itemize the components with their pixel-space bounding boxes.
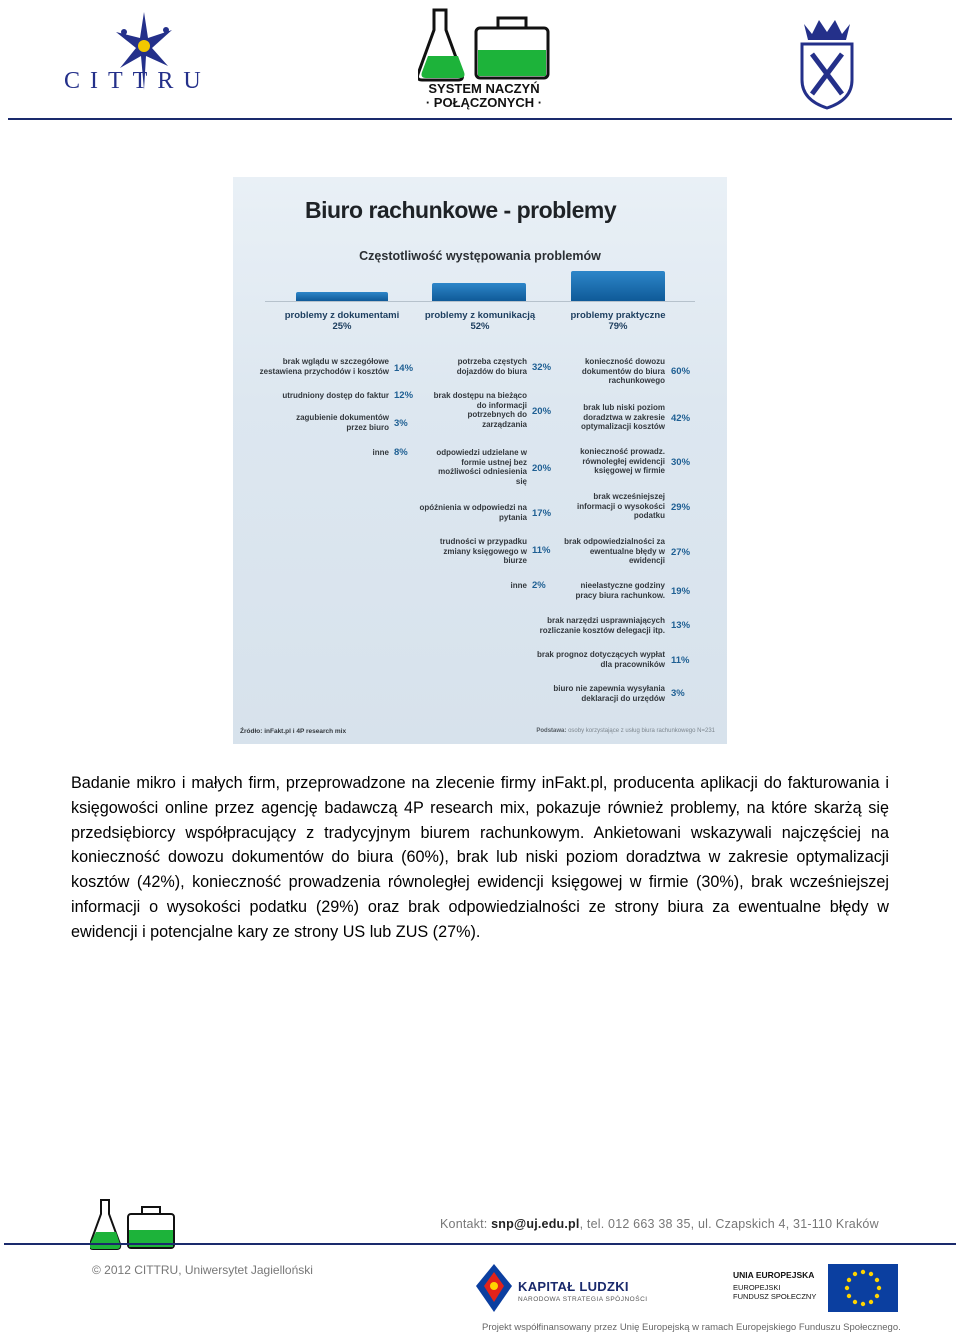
column-name: problemy praktyczne xyxy=(570,310,666,321)
eu-fund-name xyxy=(733,1283,816,1301)
snp-logo-line2: · POŁĄCZONYCH · xyxy=(425,95,543,110)
project-cofinancing-note: Projekt współfinansowany przez Unię Europejską w ramach Europejskiego Funduszu Społecznego. xyxy=(482,1322,901,1333)
footer-divider xyxy=(4,1243,956,1245)
source-value: inFakt.pl i 4P research mix xyxy=(264,728,347,735)
item-pct: 20% xyxy=(532,463,552,474)
item-pct: 2% xyxy=(532,580,546,591)
column-pct: 52% xyxy=(470,321,490,332)
cittru-logo-text: CITTRU xyxy=(64,68,211,94)
footer-copyright: © 2012 CITTRU, Uniwersytet Jagielloński xyxy=(92,1263,313,1277)
item-pct: 60% xyxy=(671,366,691,377)
item-label: brak dostępu na bieżąco do informacji potrzebnych do zarządzania xyxy=(433,391,527,429)
body-paragraph-text: Badanie mikro i małych firm, przeprowadzone na zlecenie firmy inFakt.pl, producenta aplikacji do fakturowania i księgowości online przez agencję badawczą 4P research mix, pokazuje również problemy, na które skarżą się przedsiębiorcy współpracujący z tradycyjnym biurem rachunkowym. Ankietowani wskazywali najczęściej na konieczność dowozu dokumentów do biura (60%), brak lub niski poziom doradztwa w zakresie optymalizacji kosztów (42%), konieczność prowadzenia równoległej ewidencji księgowej w firmie (30%), brak wcześniejszej informacji o wysokości podatku (29%) oraz brak odpowiedzialności ze strony biura za ewentualne błędy w ewidencji i potencjalne kary ze strony US lub ZUS (27%). xyxy=(71,774,889,941)
column-name: problemy z komunikacją xyxy=(424,310,536,321)
item-label: inne xyxy=(510,581,527,590)
infographic-subtitle: Częstotliwość występowania problemów xyxy=(359,249,601,263)
body-paragraph xyxy=(71,771,889,945)
item-pct: 20% xyxy=(532,406,552,417)
item-label: brak lub niski poziom doradztwa w zakresie optymalizacji kosztów xyxy=(580,403,665,431)
infographic-title: Biuro rachunkowe - problemy xyxy=(305,197,617,223)
infographic xyxy=(233,177,727,744)
kapital-ludzki-logo-icon xyxy=(474,1262,514,1314)
item-label: trudności w przypadku zmiany księgowego w biurze xyxy=(439,537,527,565)
snp-logo-line1: SYSTEM NACZYŃ xyxy=(428,81,540,96)
item-pct: 30% xyxy=(671,457,691,468)
snp-logo-text xyxy=(414,82,554,110)
item-pct: 3% xyxy=(671,688,685,699)
item-label: opóźnienia w odpowiedzi na pytania xyxy=(419,503,527,522)
eu-fund-line1: EUROPEJSKI xyxy=(733,1283,781,1292)
item-pct: 12% xyxy=(394,390,414,401)
flask-briefcase-icon xyxy=(418,6,552,82)
item-label: utrudniony dostęp do faktur xyxy=(282,391,389,400)
item-label: brak wcześniejszej informacji o wysokości podatku xyxy=(576,492,665,520)
column-header-3 xyxy=(547,310,689,332)
infographic-basis xyxy=(536,728,715,734)
eu-fund-line2: FUNDUSZ SPOŁECZNY xyxy=(733,1292,817,1301)
infographic-source xyxy=(240,728,346,735)
item-label: brak odpowiedzialności za ewentualne błędy w ewidencji xyxy=(564,537,665,565)
eu-name: UNIA EUROPEJSKA xyxy=(733,1270,815,1280)
item-pct: 11% xyxy=(671,655,690,666)
item-label: biuro nie zapewnia wysyłania deklaracji do urzędów xyxy=(553,684,665,703)
item-label: potrzeba częstych dojazdów do biura xyxy=(456,357,527,376)
item-pct: 32% xyxy=(532,362,552,373)
footer-contact xyxy=(440,1217,879,1231)
bar-problemy-z-komunikacja xyxy=(432,283,526,301)
item-pct: 17% xyxy=(532,508,552,519)
kapital-ludzki-subtitle: NARODOWA STRATEGIA SPÓJNOŚCI xyxy=(518,1296,648,1303)
basis-value: osoby korzystające z usług biura rachunkowego N=231 xyxy=(568,728,715,734)
item-pct: 14% xyxy=(394,363,414,374)
item-pct: 13% xyxy=(671,620,691,631)
contact-label: Kontakt: xyxy=(440,1217,488,1231)
item-label: brak wglądu w szczegółowe zestawiena przychodów i kosztów xyxy=(259,357,389,376)
item-pct: 11% xyxy=(532,545,551,556)
bar-problemy-z-dokumentami xyxy=(296,292,388,301)
column-header-1 xyxy=(271,310,413,332)
bar-problemy-praktyczne xyxy=(571,271,665,301)
column-name: problemy z dokumentami xyxy=(284,310,400,321)
item-pct: 3% xyxy=(394,418,408,429)
item-label: konieczność dowozu dokumentów do biura rachunkowego xyxy=(581,357,665,385)
contact-email-link[interactable]: snp@uj.edu.pl xyxy=(491,1217,580,1231)
item-label: konieczność prowadz. równoległej ewidencji księgowej w firmie xyxy=(580,447,665,475)
source-label: Źródło: xyxy=(240,728,263,735)
item-pct: 8% xyxy=(394,447,408,458)
item-label: brak prognoz dotyczących wypłat dla pracowników xyxy=(536,650,665,669)
item-label: inne xyxy=(372,448,389,457)
item-label: zagubienie dokumentów przez biuro xyxy=(296,413,389,432)
item-pct: 19% xyxy=(671,586,691,597)
university-crest-icon xyxy=(796,4,858,110)
item-label: nieelastyczne godziny pracy biura rachunkow. xyxy=(575,581,665,600)
column-pct: 79% xyxy=(608,321,628,332)
item-label: odpowiedzi udzielane w formie ustnej bez możliwości odniesienia się xyxy=(436,448,527,486)
contact-details: , tel. 012 663 38 35, ul. Czapskich 4, 31-110 Kraków xyxy=(579,1217,879,1231)
bars-baseline xyxy=(265,301,695,302)
item-pct: 42% xyxy=(671,413,691,424)
eu-flag-icon xyxy=(828,1264,898,1312)
column-pct: 25% xyxy=(332,321,352,332)
item-label: brak narzędzi usprawniających rozliczanie kosztów delegacji itp. xyxy=(539,616,665,635)
item-pct: 27% xyxy=(671,547,691,558)
kapital-ludzki-name: KAPITAŁ LUDZKI xyxy=(518,1279,629,1294)
header-divider xyxy=(8,118,952,120)
column-header-2 xyxy=(409,310,551,332)
basis-label: Podstawa: xyxy=(536,728,567,734)
item-pct: 29% xyxy=(671,502,691,513)
